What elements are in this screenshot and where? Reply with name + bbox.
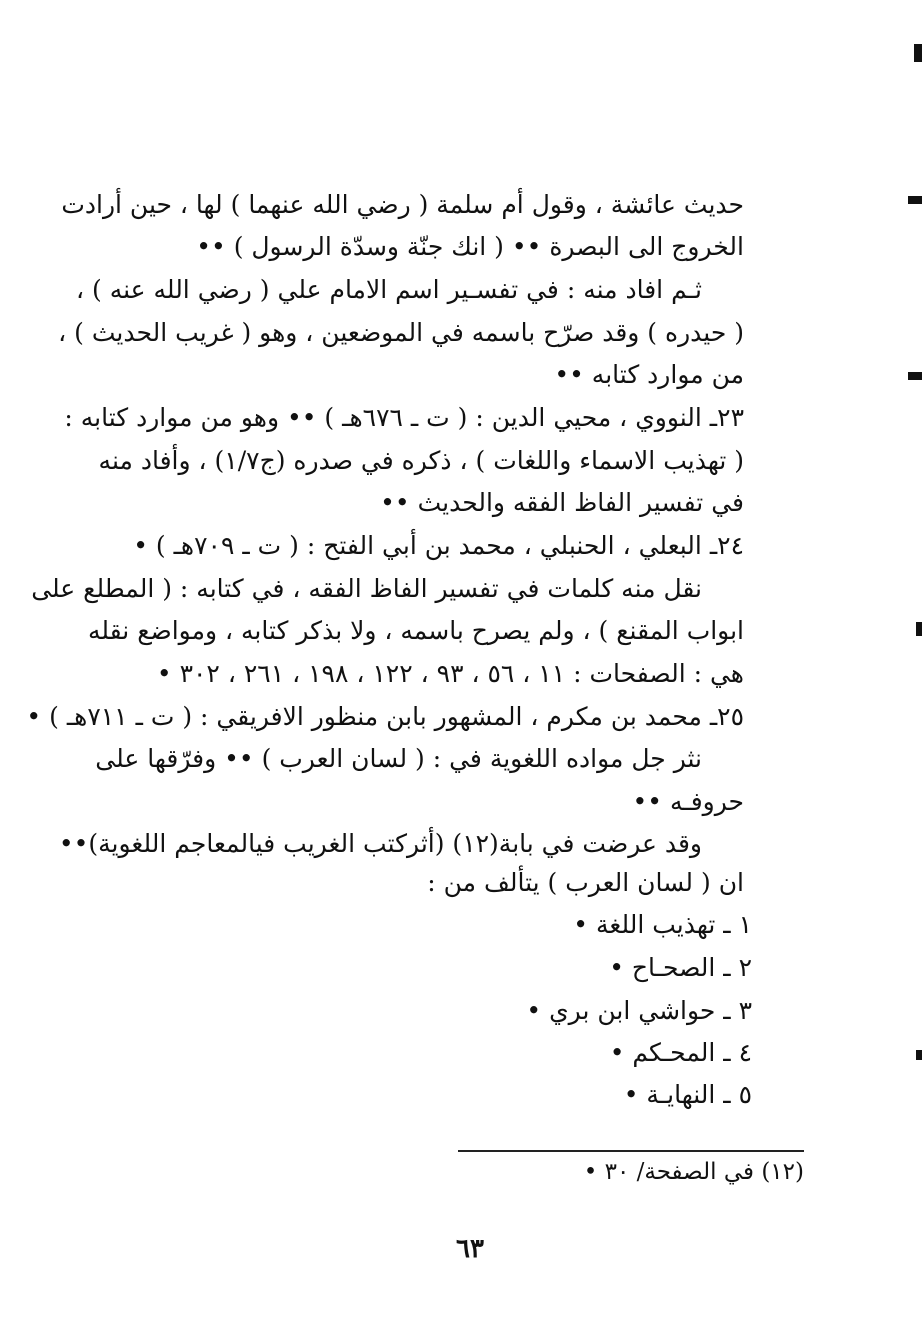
- text-line: نقل منه كلمات في تفسير الفاظ الفقه ، في كتابه : ( المطلع على: [31, 574, 702, 603]
- text-line: هي : الصفحات : ١١ ، ٥٦ ، ٩٣ ، ١٢٢ ، ١٩٨ ، ٢٦١ ، ٣٠٢ •: [156, 659, 744, 688]
- text-line: ( تهذيب الاسماء واللغات ) ، ذكره في صدره (ج١/٧) ، وأفاد منه: [98, 446, 744, 475]
- text-line: الخروج الى البصرة •• ( انك جنّة وسدّة الرسول ) ••: [196, 232, 744, 261]
- text-line: ( حيدره ) وقد صرّح باسمه في الموضعين ، وهو ( غريب الحديث ) ،: [58, 318, 744, 347]
- scan-edge-mark: [908, 196, 922, 204]
- list-item: ٥ ـ النهايـة •: [623, 1080, 752, 1109]
- entry-25-heading: ٢٥ـ محمد بن مكرم ، المشهور بابن منظور الافريقي : ( ت ـ ٧١١هـ ) •: [26, 702, 744, 731]
- text-line: وقد عرضت في بابة(١٢) (أثركتب الغريب فيالمعاجم اللغوية)••: [58, 829, 702, 858]
- scan-edge-mark: [916, 1050, 922, 1060]
- scan-edge-mark: [914, 44, 922, 62]
- text-line: حديث عائشة ، وقول أم سلمة ( رضي الله عنهما ) لها ، حين أرادت: [61, 190, 744, 219]
- page-number: ٦٣: [456, 1234, 484, 1264]
- footnote: (١٢) في الصفحة/ ٣٠ •: [583, 1159, 804, 1185]
- list-item: ١ ـ تهذيب اللغة •: [573, 910, 752, 939]
- text-line: ان ( لسان العرب ) يتألف من :: [427, 868, 744, 897]
- text-line: حروفـه ••: [632, 787, 744, 816]
- text-line: نثر جل مواده اللغوية في : ( لسان العرب ) •• وفرّقها على: [95, 744, 702, 773]
- text-line: في تفسير الفاظ الفقه والحديث ••: [380, 488, 744, 517]
- text-line: ثـم افاد منه : في تفسـير اسم الامام علي ( رضي الله عنه ) ،: [75, 275, 702, 304]
- list-item: ٢ ـ الصحـاح •: [609, 953, 752, 982]
- entry-24-heading: ٢٤ـ البعلي ، الحنبلي ، محمد بن أبي الفتح : ( ت ـ ٧٠٩هـ ) •: [133, 531, 744, 560]
- scan-edge-mark: [908, 372, 922, 380]
- list-item: ٣ ـ حواشي ابن بري •: [526, 996, 752, 1025]
- list-item: ٤ ـ المحـكم •: [609, 1038, 752, 1067]
- footnote-separator: [458, 1150, 804, 1152]
- entry-23-heading: ٢٣ـ النووي ، محيي الدين : ( ت ـ ٦٧٦هـ ) •• وهو من موارد كتابه :: [64, 403, 744, 432]
- text-line: ابواب المقنع ) ، ولم يصرح باسمه ، ولا بذكر كتابه ، ومواضع نقله: [87, 616, 744, 645]
- text-line: من موارد كتابه ••: [554, 360, 744, 389]
- scan-edge-mark: [916, 622, 922, 636]
